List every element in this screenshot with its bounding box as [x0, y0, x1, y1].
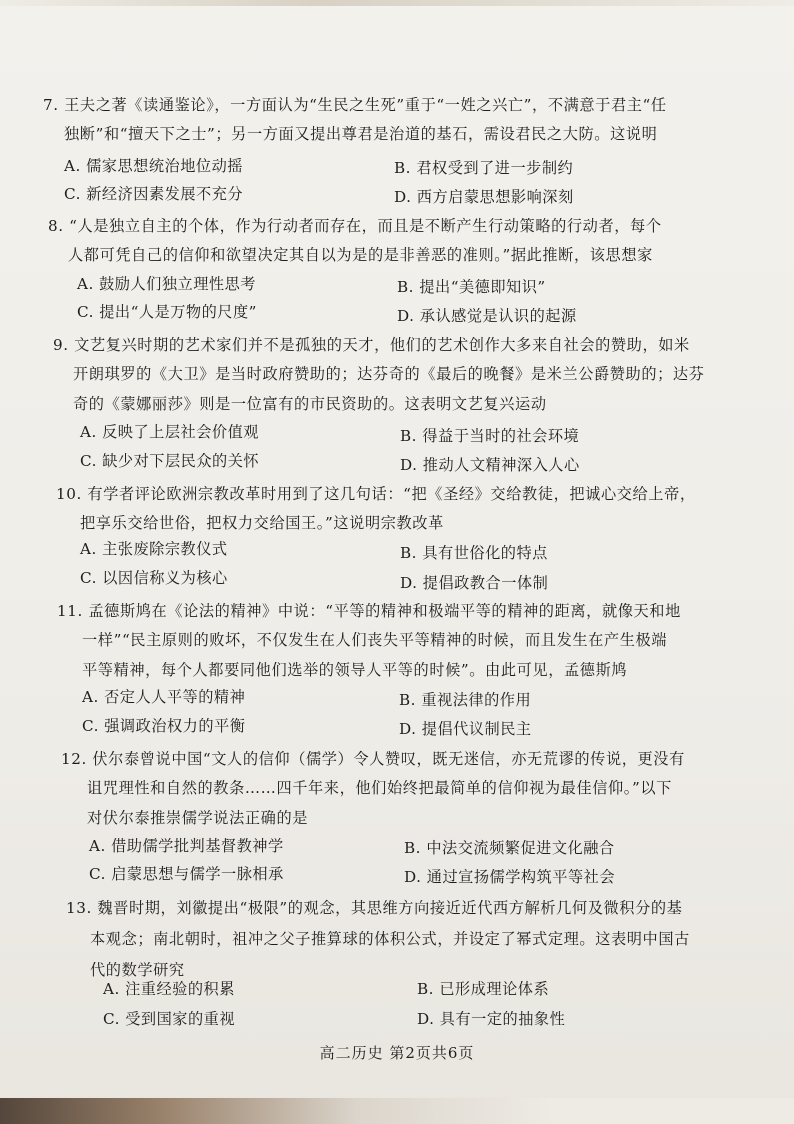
question-line: 9. 文艺复兴时期的艺术家们并不是孤独的天才，他们的艺术创作大多来自社会的赞助，如米	[53, 336, 690, 354]
question-7-option-b: B. 君权受到了进一步制约	[394, 159, 574, 177]
question-13-option-b: B. 已形成理论体系	[417, 980, 550, 998]
question-line: 独断”和“擅天下之士”；另一方面又提出尊君是治道的基石，需设君民之大防。这说明	[64, 125, 658, 144]
question-11-option-b: B. 重视法律的作用	[399, 691, 532, 709]
question-8-option-b: B. 提出“美德即知识”	[397, 278, 546, 296]
question-7-option-d: D. 西方启蒙思想影响深刻	[394, 188, 574, 206]
question-line: 一样”“民主原则的败坏，不仅发生在人们丧失平等精神的时候，而且发生在产生极端	[82, 631, 668, 650]
question-line: 人都可凭自己的信仰和欲望决定其自以为是的是非善恶的准则。”据此推断，该思想家	[68, 246, 653, 265]
question-9-option-c: C. 缺少对下层民众的关怀	[80, 452, 260, 470]
question-8-stem	[48, 212, 662, 271]
question-11-option-d: D. 提倡代议制民主	[399, 720, 532, 738]
question-line: 10. 有学者评论欧洲宗教改革时用到了这几句话：“把《圣经》交给教徒，把诚心交给上帝，	[56, 485, 696, 503]
question-7-option-a: A. 儒家思想统治地位动摇	[64, 157, 243, 175]
question-12-option-b: B. 中法交流频繁促进文化融合	[404, 839, 615, 857]
question-line: 对伏尔泰推崇儒学说法正确的是	[87, 808, 309, 827]
question-13-option-d: D. 具有一定的抽象性	[417, 1010, 566, 1028]
question-line: 本观念；南北朝时，祖冲之父子推算球的体积公式，并设定了幂式定理。这表明中国古	[90, 930, 690, 948]
question-line: 把享乐交给世俗，把权力交给国王。”这说明宗教改革	[80, 514, 444, 533]
question-9-option-d: D. 推动人文精神深入人心	[400, 456, 580, 474]
question-10-option-b: B. 具有世俗化的特点	[400, 544, 548, 562]
question-line: 11. 孟德斯鸠在《论法的精神》中说：“平等的精神和极端平等的精神的距离，就像天和地	[57, 602, 681, 620]
question-10-option-c: C. 以因信称义为核心	[80, 569, 228, 587]
question-12-stem	[61, 745, 685, 833]
question-9-stem	[53, 331, 705, 419]
question-line: 7. 王夫之著《读通鉴论》，一方面认为“生民之生死”重于“一姓之兴亡”，不满意于君主“任	[43, 96, 667, 114]
question-line: 诅咒理性和自然的教条……四千年来，他们始终把最简单的信仰视为最佳信仰。”以下	[87, 779, 672, 798]
question-13-option-c: C. 受到国家的重视	[103, 1010, 236, 1028]
question-line: 8. “人是独立自主的个体，作为行动者而存在，而且是不断产生行动策略的行动者，每个	[48, 217, 662, 235]
question-13-stem	[66, 893, 690, 986]
question-11-option-c: C. 强调政治权力的平衡	[82, 717, 246, 735]
page-top-shadow	[0, 0, 794, 6]
question-8-option-d: D. 承认感觉是认识的起源	[397, 307, 577, 325]
question-line: 奇的《蒙娜丽莎》则是一位富有的市民资助的。这表明文艺复兴运动	[73, 394, 547, 413]
question-8-option-a: A. 鼓励人们独立理性思考	[77, 275, 256, 293]
question-12-option-d: D. 通过宣扬儒学构筑平等社会	[404, 868, 616, 886]
question-8-option-c: C. 提出“人是万物的尺度”	[77, 303, 257, 321]
page-footer: 高二历史 第2页共6页	[319, 1044, 475, 1062]
question-12-option-c: C. 启蒙思想与儒学一脉相承	[89, 865, 284, 883]
question-11-stem	[57, 597, 681, 685]
question-7-option-c: C. 新经济因素发展不充分	[64, 185, 244, 203]
question-line: 12. 伏尔泰曾说中国“文人的信仰（儒学）令人赞叹，既无迷信，亦无荒谬的传说，更没有	[61, 750, 685, 768]
question-9-option-a: A. 反映了上层社会价值观	[80, 423, 259, 441]
question-7-stem	[43, 91, 667, 150]
question-line: 开朗琪罗的《大卫》是当时政府赞助的；达芬奇的《最后的晚餐》是米兰公爵赞助的；达芬	[73, 365, 705, 384]
question-10-option-d: D. 提倡政教合一体制	[400, 574, 549, 592]
question-10-option-a: A. 主张废除宗教仪式	[80, 540, 228, 558]
question-line: 平等精神，每个人都要同他们选举的领导人平等的时候”。由此可见，孟德斯鸠	[82, 660, 628, 679]
question-12-option-a: A. 借助儒学批判基督教神学	[89, 837, 284, 855]
question-line: 代的数学研究	[90, 961, 185, 979]
question-10-stem	[56, 480, 696, 539]
question-13-option-a: A. 注重经验的积累	[103, 980, 235, 998]
question-9-option-b: B. 得益于当时的社会环境	[400, 427, 580, 445]
page-bottom-shadow	[0, 1098, 794, 1124]
question-11-option-a: A. 否定人人平等的精神	[82, 688, 246, 706]
question-line: 13. 魏晋时期，刘徽提出“极限”的观念，其思维方向接近近代西方解析几何及微积分的基	[66, 899, 683, 917]
